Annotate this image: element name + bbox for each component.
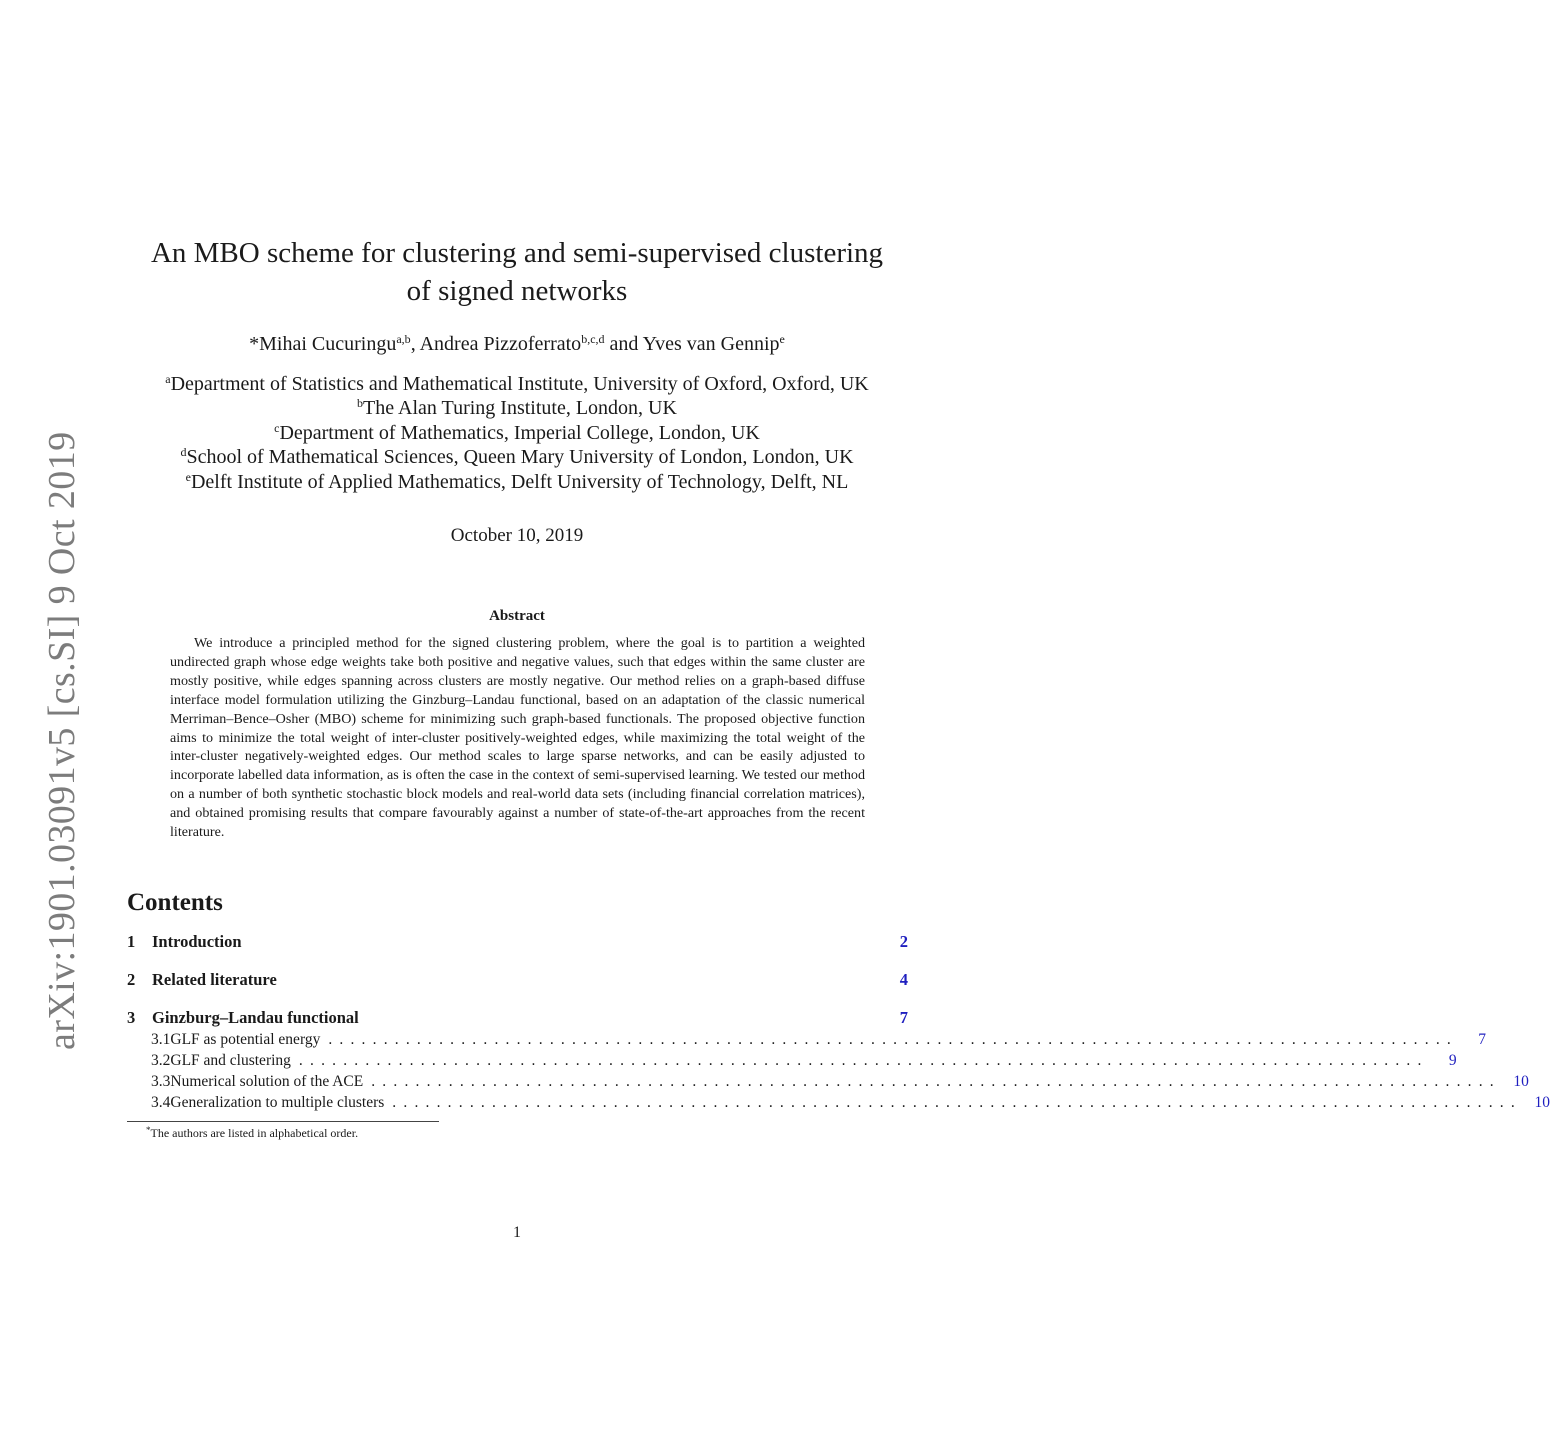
- affiliation-mark: a: [165, 372, 171, 386]
- toc-number: 3.3: [151, 1073, 171, 1090]
- author-affiliation-mark: b,c,d: [581, 332, 605, 346]
- footnote-mark: *: [146, 1125, 151, 1135]
- toc-entry-numerical-solution[interactable]: [127, 1072, 1529, 1092]
- publication-date: October 10, 2019: [450, 525, 584, 546]
- toc-page-link[interactable]: 10: [1513, 1073, 1529, 1090]
- author-separator: ,: [410, 333, 420, 355]
- affiliation-mark: b: [357, 396, 364, 411]
- author-mark: *: [249, 333, 260, 355]
- toc-number: 3.1: [151, 1031, 171, 1048]
- toc-number: 1: [127, 932, 136, 951]
- toc-label[interactable]: GLF as potential energy: [170, 1031, 321, 1048]
- toc-label[interactable]: Generalization to multiple clusters: [170, 1094, 385, 1111]
- page-number: 1: [513, 1224, 521, 1241]
- toc-page-link[interactable]: 7: [1478, 1031, 1486, 1048]
- affiliation-mark: d: [180, 445, 187, 460]
- toc-entry-ginzburg-landau[interactable]: [127, 1006, 908, 1030]
- arxiv-identifier-stamp: arXiv:1901.03091v5 [cs.SI] 9 Oct 2019: [41, 431, 83, 1050]
- footnote: [146, 1124, 358, 1142]
- toc-dot-leader: ......................................................................................................: [371, 1073, 1501, 1090]
- toc-number: 3: [127, 1008, 136, 1027]
- toc-page-link[interactable]: 7: [899, 1008, 908, 1027]
- affiliation-mark: c: [274, 420, 280, 435]
- affiliation: [100, 372, 934, 396]
- author-affiliation-mark: a,b: [396, 332, 411, 346]
- toc-number: 3.2: [151, 1052, 171, 1069]
- affiliation-mark: e: [185, 469, 191, 484]
- toc-page-link[interactable]: 9: [1448, 1052, 1457, 1069]
- footnote-text: The authors are listed in alphabetical order.: [150, 1126, 359, 1140]
- title-line-2: of signed networks: [406, 275, 628, 307]
- affiliation-text: Department of Statistics and Mathematical Institute, University of Oxford, Oxford, UK: [170, 373, 869, 395]
- toc-number: 3.4: [151, 1094, 171, 1111]
- affiliation-text: Department of Mathematics, Imperial College, London, UK: [279, 421, 760, 444]
- affiliation: [100, 470, 934, 494]
- toc-entry-introduction[interactable]: [127, 930, 908, 954]
- toc-dot-leader: ......................................................................................................: [298, 1052, 1429, 1069]
- toc-dot-leader: ......................................................................................................: [392, 1094, 1522, 1111]
- affiliation: [100, 396, 934, 420]
- author-list: [100, 331, 934, 357]
- toc-entry-multiple-clusters[interactable]: [127, 1093, 1550, 1113]
- affiliation: [100, 445, 934, 469]
- affiliation-text: School of Mathematical Sciences, Queen Mary University of London, London, UK: [186, 446, 854, 469]
- toc-entry-glf-potential-energy[interactable]: [127, 1030, 1486, 1050]
- affiliation-text: The Alan Turing Institute, London, UK: [363, 397, 677, 420]
- contents-heading: Contents: [127, 889, 223, 916]
- author-name: Andrea Pizzoferrato: [419, 333, 582, 355]
- affiliation-list: [100, 372, 934, 494]
- title-line-1: An MBO scheme for clustering and semi-supervised clustering: [150, 237, 884, 269]
- abstract-heading: Abstract: [489, 608, 545, 624]
- toc-entry-glf-clustering[interactable]: [127, 1051, 1457, 1071]
- paper-title: [100, 234, 934, 310]
- toc-page-link[interactable]: 10: [1534, 1094, 1550, 1111]
- footnote-divider: [127, 1121, 439, 1122]
- abstract-body: We introduce a principled method for the signed clustering problem, where the goal is to partition a weighted undirected graph whose edge weights take both positive and negative values, such that edges within the same cluster are mostly positive, while edges spanning across clusters are mostly negative. Our method relies on a graph-based diffuse interface model formulation utilizing the Ginzburg–Landau functional, based on an adaptation of the classic numerical Merriman–Bence–Osher (MBO) scheme for minimizing such graph-based functionals. The proposed objective function aims to minimize the total weight of inter-cluster positively-weighted edges, while maximizing the total weight of the inter-cluster negatively-weighted edges. Our method scales to large sparse networks, and can be easily adjusted to incorporate labelled data information, as is often the case in the context of semi-supervised learning. We tested our method on a number of both synthetic stochastic block models and real-world data sets (including financial correlation matrices), and obtained promising results that compare favourably against a number of state-of-the-art approaches from the recent literature.: [170, 635, 865, 841]
- toc-number: 2: [127, 970, 136, 989]
- toc-label[interactable]: Related literature: [152, 970, 277, 989]
- affiliation: [100, 421, 934, 445]
- toc-label[interactable]: Introduction: [152, 932, 242, 951]
- toc-page-link[interactable]: 2: [899, 932, 908, 951]
- author-separator: and: [604, 333, 643, 355]
- affiliation-text: Delft Institute of Applied Mathematics, Delft University of Technology, Delft, NL: [190, 470, 849, 493]
- toc-dot-leader: ......................................................................................................: [328, 1031, 1458, 1048]
- author-name: Yves van Gennip: [642, 333, 780, 355]
- toc-label[interactable]: GLF and clustering: [170, 1052, 291, 1069]
- toc-label[interactable]: Ginzburg–Landau functional: [152, 1008, 359, 1027]
- author-name: Mihai Cucuringu: [259, 333, 397, 355]
- toc-page-link[interactable]: 4: [899, 970, 908, 989]
- author-affiliation-mark: e: [779, 332, 785, 346]
- toc-entry-related-literature[interactable]: [127, 968, 908, 992]
- toc-label[interactable]: Numerical solution of the ACE: [170, 1073, 364, 1090]
